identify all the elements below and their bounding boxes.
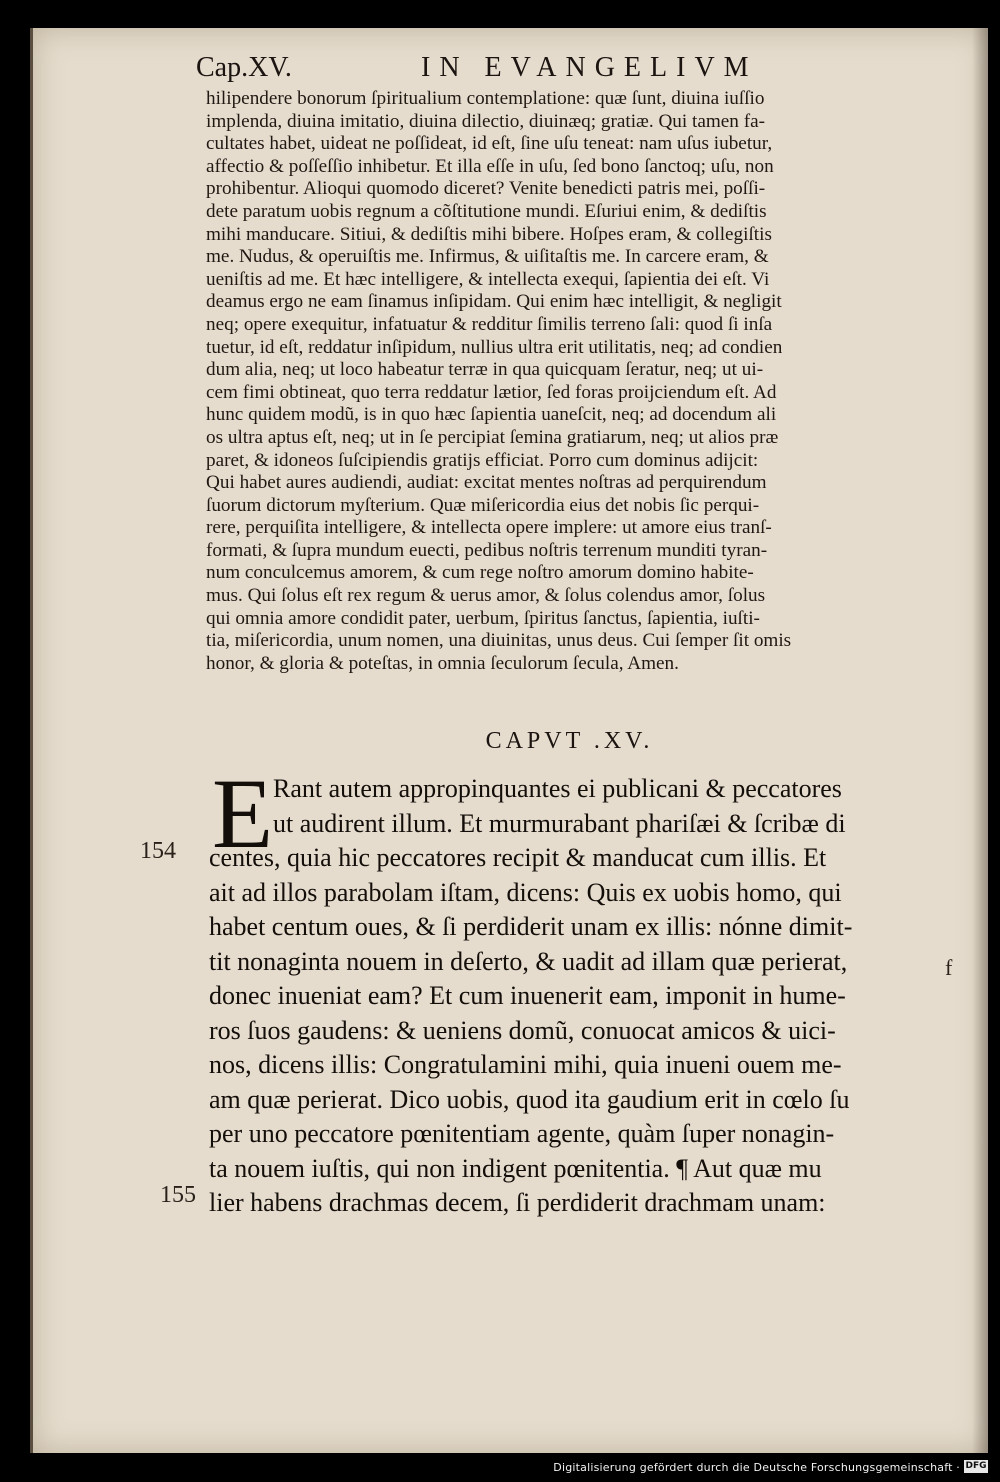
commentary-line: affectio & poſſeſſio inhibetur. Et illa eſſe in uſu, ſed bono ſanctoq; uſu, non bbox=[206, 155, 774, 177]
commentary-line: honor, & gloria & poteſtas, in omnia ſeculorum ſecula, Amen. bbox=[206, 652, 679, 674]
commentary-line: num conculcemus amorem, & cum rege noſtro amorum domino habite- bbox=[206, 562, 754, 584]
commentary-line: cultates habet, uideat ne poſſideat, id eſt, ſine uſu teneat: nam uſus iubetur, bbox=[206, 133, 773, 155]
header-chapter: Cap.XV. bbox=[196, 52, 292, 83]
commentary-line: mihi manducare. Sitiui, & dediſtis mihi bibere. Hoſpes eram, & collegiſtis bbox=[206, 223, 772, 245]
commentary-line: qui omnia amore condidit pater, uerbum, ſpiritus ſanctus, ſapientia, iuſti- bbox=[206, 607, 760, 629]
margin-note-mark: f bbox=[945, 955, 953, 980]
margin-verse-number: 154 bbox=[140, 838, 176, 864]
commentary-line: dete paratum uobis regnum a cõſtitutione mundi. Eſuriui enim, & dediſtis bbox=[206, 200, 767, 222]
footer-bar bbox=[0, 1453, 1000, 1482]
gospel-line: donec inueniat eam? Et cum inuenerit eam, imponit in hume- bbox=[209, 981, 846, 1010]
gospel-text bbox=[209, 758, 939, 1221]
commentary-line: rere, perquiſita intelligere, & intellecta opere implere: ut amore eius tranſ- bbox=[206, 517, 772, 539]
commentary-line: Qui habet aures audiendi, audiat: excitat mentes noſtras ad perquirendum bbox=[206, 472, 767, 494]
gospel-line: habet centum oues, & ſi perdiderit unam ex illis: nónne dimit- bbox=[209, 912, 853, 941]
commentary-line: prohibentur. Alioqui quomodo diceret? Venite benedicti patris mei, poſſi- bbox=[206, 178, 766, 200]
commentary-line: cem fimi obtineat, quo terra reddatur lætior, ſed foras proijciendum eſt. Ad bbox=[206, 381, 777, 403]
header-title: IN EVANGELIVM bbox=[421, 52, 758, 83]
gospel-line: am quæ perierat. Dico uobis, quod ita gaudium erit in cœlo ſu bbox=[209, 1084, 850, 1114]
commentary-line: ſuorum dictorum myſterium. Quæ miſericordia eius det nobis ſic perqui- bbox=[206, 494, 760, 516]
commentary-text bbox=[206, 88, 931, 675]
page-edge-shadow bbox=[972, 28, 988, 1453]
commentary-line: hunc quidem modũ, is in quo hæc ſapientia uaneſcit, neq; ad docendum ali bbox=[206, 404, 777, 426]
chapter-heading: CAPVT .XV. bbox=[485, 728, 654, 754]
commentary-line: tia, miſericordia, unum nomen, una diuinitas, unus deus. Cui ſemper ſit omis bbox=[206, 630, 792, 652]
commentary-line: ueniſtis ad me. Et hæc intelligere, & intellecta exequi, ſapientia dei eſt. Vi bbox=[206, 268, 770, 290]
running-header bbox=[196, 52, 796, 88]
dfg-logo: DFG bbox=[965, 1461, 987, 1471]
margin-verse-number: 155 bbox=[160, 1182, 196, 1208]
commentary-line: paret, & idoneos ſuſcipiendis gratijs efficiat. Porro cum dominus adijcit: bbox=[206, 449, 759, 471]
gospel-line: centes, quia hic peccatores recipit & manducat cum illis. Et bbox=[209, 843, 827, 872]
funding-notice: Digitalisierung gefördert durch die Deutsche Forschungsgemeinschaft · bbox=[553, 1461, 960, 1474]
gospel-line: ut audirent illum. Et murmurabant phariſæi & ſcribæ di bbox=[273, 808, 846, 838]
gospel-line: tit nonaginta nouem in deſerto, & uadit ad illam quæ perierat, bbox=[209, 946, 848, 976]
commentary-line: hilipendere bonorum ſpiritualium contemplatione: quæ ſunt, diuina iuſſio bbox=[206, 88, 765, 109]
drop-capital: E bbox=[212, 758, 274, 869]
commentary-line: deamus ergo ne eam ſinamus inſipidam. Qui enim hæc intelligit, & negligit bbox=[206, 291, 782, 313]
gospel-line: lier habens drachmas decem, ſi perdiderit drachmam unam: bbox=[209, 1188, 826, 1217]
commentary-line: me. Nudus, & operuiſtis me. Infirmus, & uiſitaſtis me. In carcere eram, & bbox=[206, 246, 769, 268]
commentary-line: mus. Qui ſolus eſt rex regum & uerus amor, & ſolus colendus amor, ſolus bbox=[206, 585, 766, 607]
gospel-line: nos, dicens illis: Congratulamini mihi, quia inueni ouem me- bbox=[209, 1050, 842, 1079]
commentary-line: os ultra aptus eſt, neq; ut in ſe percipiat ſemina gratiarum, neq; ut alios præ bbox=[206, 426, 779, 448]
gospel-line: ros ſuos gaudens: & ueniens domũ, conuocat amicos & uici- bbox=[209, 1015, 836, 1045]
gospel-line: ait ad illos parabolam iſtam, dicens: Quis ex uobis homo, qui bbox=[209, 877, 842, 907]
commentary-line: formati, & ſupra mundum euecti, pedibus noſtris terrenum munditi tyran- bbox=[206, 539, 768, 561]
commentary-line: dum alia, neq; ut loco habeatur terræ in qua quicquam ſeratur, neq; ut ui- bbox=[206, 359, 764, 381]
commentary-line: neq; opere exequitur, infatuatur & redditur ſimilis terreno ſali: quod ſi inſa bbox=[206, 313, 773, 335]
commentary-line: implenda, diuina imitatio, diuina dilectio, diuinæq; gratiæ. Qui tamen fa- bbox=[206, 110, 765, 132]
commentary-line: tuetur, id eſt, reddatur inſipidum, nullius ultra erit utilitatis, neq; ad condien bbox=[206, 336, 783, 358]
gospel-line: per uno peccatore pœnitentiam agente, quàm ſuper nonagin- bbox=[209, 1119, 835, 1148]
gospel-line: ta nouem iuſtis, qui non indigent pœnitentia. ¶ Aut quæ mu bbox=[209, 1153, 822, 1183]
gospel-line: Rant autem appropinquantes ei publicani & peccatores bbox=[273, 774, 842, 803]
